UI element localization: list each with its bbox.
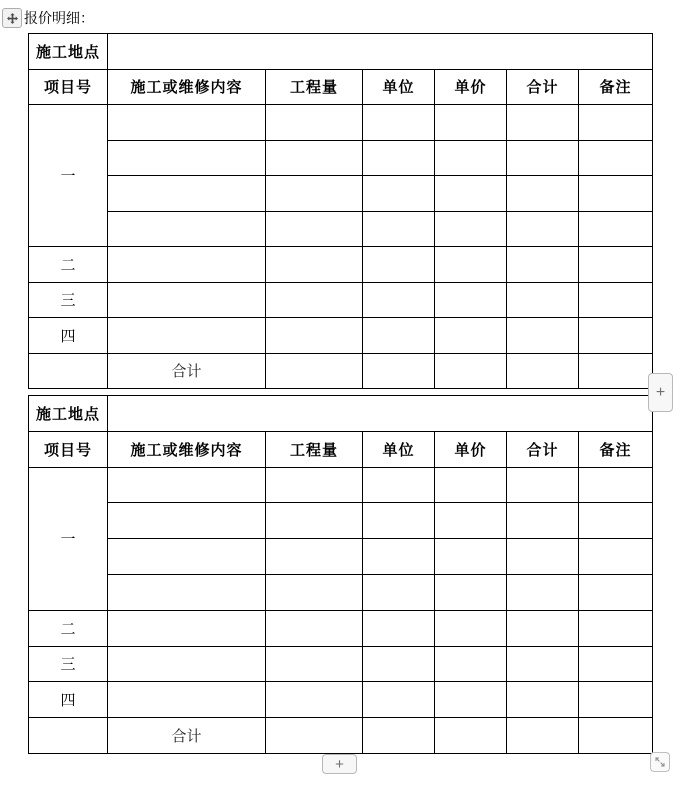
data-cell[interactable] xyxy=(108,646,266,682)
data-cell[interactable] xyxy=(363,247,435,283)
data-cell[interactable] xyxy=(579,105,653,141)
data-cell[interactable] xyxy=(579,211,653,247)
header-cell[interactable]: 单价 xyxy=(435,431,507,467)
header-cell[interactable]: 备注 xyxy=(579,431,653,467)
plus-icon: + xyxy=(655,383,666,401)
data-cell[interactable] xyxy=(108,682,266,718)
site-label-cell[interactable]: 施工地点 xyxy=(29,34,108,70)
data-cell[interactable] xyxy=(266,467,363,503)
header-cell[interactable]: 工程量 xyxy=(266,69,363,105)
data-cell[interactable] xyxy=(507,467,579,503)
data-cell[interactable] xyxy=(108,467,266,503)
data-cell[interactable] xyxy=(363,318,435,354)
data-cell[interactable] xyxy=(507,140,579,176)
group-label-cell[interactable]: 二 xyxy=(29,610,108,646)
data-cell[interactable] xyxy=(435,467,507,503)
data-cell[interactable] xyxy=(363,105,435,141)
group-label-cell[interactable]: 四 xyxy=(29,318,108,354)
group-label-cell[interactable]: 四 xyxy=(29,682,108,718)
header-cell[interactable]: 单位 xyxy=(363,69,435,105)
header-cell[interactable]: 项目号 xyxy=(29,69,108,105)
table-row xyxy=(29,282,653,318)
data-cell[interactable] xyxy=(363,353,435,389)
data-cell[interactable] xyxy=(435,682,507,718)
move-cross-icon xyxy=(6,12,19,25)
data-cell[interactable] xyxy=(108,105,266,141)
header-cell[interactable]: 施工或维修内容 xyxy=(108,69,266,105)
table-row xyxy=(29,682,653,718)
header-row xyxy=(29,69,653,105)
data-cell[interactable] xyxy=(435,574,507,610)
data-cell[interactable] xyxy=(266,211,363,247)
data-cell[interactable] xyxy=(435,646,507,682)
total-label-cell[interactable]: 合计 xyxy=(108,353,266,389)
data-cell[interactable] xyxy=(266,539,363,575)
data-cell[interactable] xyxy=(363,610,435,646)
table-row xyxy=(29,176,653,212)
data-cell[interactable] xyxy=(579,318,653,354)
data-cell[interactable] xyxy=(507,574,579,610)
data-cell[interactable] xyxy=(579,353,653,389)
data-cell[interactable] xyxy=(266,105,363,141)
data-cell[interactable] xyxy=(29,353,108,389)
data-cell[interactable] xyxy=(108,318,266,354)
data-cell[interactable] xyxy=(435,318,507,354)
table-row xyxy=(29,539,653,575)
data-cell[interactable] xyxy=(266,140,363,176)
data-cell[interactable] xyxy=(507,503,579,539)
data-cell[interactable] xyxy=(579,539,653,575)
table-row xyxy=(29,610,653,646)
quotation-table-2 xyxy=(28,395,653,754)
data-cell[interactable] xyxy=(579,574,653,610)
data-cell[interactable] xyxy=(266,353,363,389)
header-cell[interactable]: 项目号 xyxy=(29,431,108,467)
table-row xyxy=(29,105,653,141)
site-label-cell[interactable]: 施工地点 xyxy=(29,396,108,432)
table-row xyxy=(29,247,653,283)
data-cell[interactable] xyxy=(507,353,579,389)
group-label-cell[interactable]: 一 xyxy=(29,467,108,610)
header-cell[interactable]: 合计 xyxy=(507,69,579,105)
data-cell[interactable] xyxy=(266,682,363,718)
table-row xyxy=(29,318,653,354)
data-cell[interactable] xyxy=(363,211,435,247)
data-cell[interactable] xyxy=(579,682,653,718)
table-move-handle[interactable] xyxy=(2,8,22,28)
data-cell[interactable] xyxy=(579,467,653,503)
data-cell[interactable] xyxy=(108,503,266,539)
data-cell[interactable] xyxy=(435,176,507,212)
data-cell[interactable] xyxy=(507,646,579,682)
data-cell[interactable] xyxy=(108,574,266,610)
data-cell[interactable] xyxy=(108,610,266,646)
table-row xyxy=(29,467,653,503)
data-cell[interactable] xyxy=(507,282,579,318)
data-cell[interactable] xyxy=(579,140,653,176)
data-cell[interactable] xyxy=(507,718,579,754)
quotation-table-1 xyxy=(28,33,653,389)
data-cell[interactable] xyxy=(266,646,363,682)
data-cell[interactable] xyxy=(266,718,363,754)
site-value-cell[interactable] xyxy=(108,34,653,70)
table-row xyxy=(29,211,653,247)
data-cell[interactable] xyxy=(435,718,507,754)
data-cell[interactable] xyxy=(435,503,507,539)
group-label-cell[interactable]: 三 xyxy=(29,282,108,318)
data-cell[interactable] xyxy=(29,718,108,754)
header-cell[interactable]: 合计 xyxy=(507,431,579,467)
data-cell[interactable] xyxy=(266,318,363,354)
add-row-button[interactable] xyxy=(322,754,357,774)
table-row xyxy=(29,574,653,610)
data-cell[interactable] xyxy=(579,176,653,212)
data-cell[interactable] xyxy=(435,105,507,141)
header-cell[interactable]: 单位 xyxy=(363,431,435,467)
header-cell[interactable]: 工程量 xyxy=(266,431,363,467)
data-cell[interactable] xyxy=(266,247,363,283)
data-cell[interactable] xyxy=(108,282,266,318)
data-cell[interactable] xyxy=(507,211,579,247)
table-row xyxy=(29,503,653,539)
data-cell[interactable] xyxy=(435,282,507,318)
data-cell[interactable] xyxy=(507,318,579,354)
header-cell[interactable]: 备注 xyxy=(579,69,653,105)
data-cell[interactable] xyxy=(507,610,579,646)
data-cell[interactable] xyxy=(507,105,579,141)
data-cell[interactable] xyxy=(108,140,266,176)
data-cell[interactable] xyxy=(579,282,653,318)
data-cell[interactable] xyxy=(363,646,435,682)
header-cell[interactable]: 单价 xyxy=(435,69,507,105)
plus-icon: + xyxy=(335,755,344,773)
data-cell[interactable] xyxy=(507,176,579,212)
data-cell[interactable] xyxy=(579,247,653,283)
data-cell[interactable] xyxy=(363,682,435,718)
data-cell[interactable] xyxy=(266,282,363,318)
data-cell[interactable] xyxy=(266,503,363,539)
data-cell[interactable] xyxy=(363,176,435,212)
data-cell[interactable] xyxy=(579,718,653,754)
table-row xyxy=(29,140,653,176)
data-cell[interactable] xyxy=(435,247,507,283)
data-cell[interactable] xyxy=(108,539,266,575)
header-row xyxy=(29,431,653,467)
data-cell[interactable] xyxy=(363,539,435,575)
data-cell[interactable] xyxy=(363,282,435,318)
data-cell[interactable] xyxy=(108,176,266,212)
site-value-cell[interactable] xyxy=(108,396,653,432)
data-cell[interactable] xyxy=(266,574,363,610)
header-cell[interactable]: 施工或维修内容 xyxy=(108,431,266,467)
total-row xyxy=(29,353,653,389)
data-cell[interactable] xyxy=(108,247,266,283)
group-label-cell[interactable]: 二 xyxy=(29,247,108,283)
data-cell[interactable] xyxy=(579,646,653,682)
data-cell[interactable] xyxy=(363,140,435,176)
data-cell[interactable] xyxy=(435,140,507,176)
resize-diagonal-icon xyxy=(654,756,666,768)
data-cell[interactable] xyxy=(579,503,653,539)
table-resize-handle[interactable] xyxy=(650,752,670,772)
data-cell[interactable] xyxy=(266,610,363,646)
group-label-cell[interactable]: 一 xyxy=(29,105,108,247)
table-row xyxy=(29,646,653,682)
page-title: 报价明细： xyxy=(24,10,94,26)
site-row xyxy=(29,34,653,70)
site-row xyxy=(29,396,653,432)
data-cell[interactable] xyxy=(507,682,579,718)
group-label-cell[interactable]: 三 xyxy=(29,646,108,682)
data-cell[interactable] xyxy=(266,176,363,212)
data-cell[interactable] xyxy=(435,353,507,389)
data-cell[interactable] xyxy=(435,610,507,646)
total-label-cell[interactable]: 合计 xyxy=(108,718,266,754)
data-cell[interactable] xyxy=(363,503,435,539)
data-cell[interactable] xyxy=(363,574,435,610)
add-column-button[interactable] xyxy=(648,373,673,412)
data-cell[interactable] xyxy=(579,610,653,646)
data-cell[interactable] xyxy=(363,467,435,503)
data-cell[interactable] xyxy=(435,539,507,575)
data-cell[interactable] xyxy=(507,539,579,575)
data-cell[interactable] xyxy=(108,211,266,247)
data-cell[interactable] xyxy=(507,247,579,283)
data-cell[interactable] xyxy=(363,718,435,754)
total-row xyxy=(29,718,653,754)
data-cell[interactable] xyxy=(435,211,507,247)
